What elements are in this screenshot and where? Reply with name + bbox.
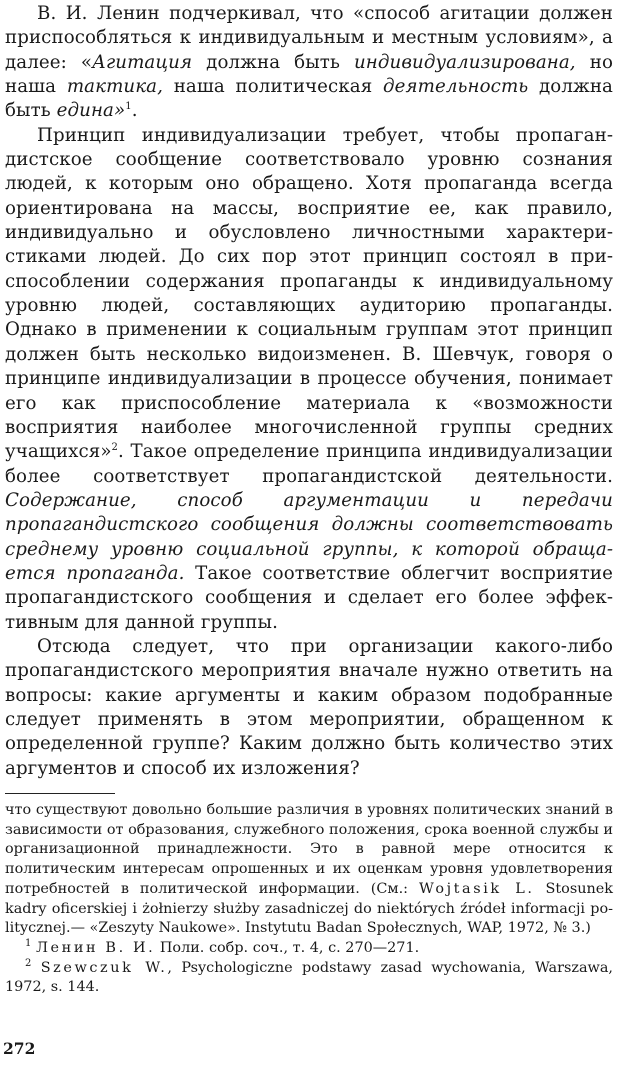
italic-phrase: едина» — [56, 100, 126, 122]
paragraph-1-text: В. И. Ленин подчеркивал, что «способ агитации должен приспособляться к индивидуальным и местным условиям», а далее: « — [5, 3, 613, 73]
footnote-ref-1: 1 — [125, 101, 132, 113]
footnote-author: Szewczuk W. — [40, 959, 168, 976]
italic-phrase: Агитация — [92, 51, 193, 73]
footnote-text: Stosunek kadry oficerskiej i żołnierzy służby zasadniczej do niektórych źródeł informacji politycznej.— «Zeszyty Naukowe». Instytutu Badan Społecznych, WAP, 1972, № 3.) — [5, 880, 613, 937]
footnote-text: что существуют довольно большие различия в уровнях политических знаний в зависимости от образования, служебного положения, срока военной службы и организационной принадлежности. Это в равной мере относится к политическим интересам опрошенных и их оценкам уровня удовлетворения потребностей в политической информации. (См.: — [5, 802, 613, 897]
paragraph-1-text: наша политическая — [163, 76, 383, 98]
paragraph-2-text: Принцип индивидуализации требует, чтобы пропагандистское сообщение соответствовало уровню сознания людей, к которым оно обращено. Хотя пропаганда всегда ориентирована на массы, восприятие ее, как правило, индивидуально и обусловлено личностными характеристиками людей. До сих пор этот принцип состоял в приспособлении содержания пропаганды к индивидуальному уровню людей, составляющих аудиторию пропаганды. Однако в применении к социальным группам этот принцип должен быть несколько видоизменен. В. Шевчук, говоря о принципе индивидуализации в процессе обучения, понимает его как приспособление материала к «возможности восприятия наиболее многочисленной группы средних учащихся» — [5, 124, 613, 463]
footnote-author: Wojtasik L. — [418, 880, 535, 897]
paragraph-2-text: . Такое определение принципа индивидуализации более соответствует пропагандистской деятельности. — [5, 441, 613, 487]
paragraph-1-text: должна быть — [5, 76, 613, 122]
footnotes — [5, 801, 613, 998]
footnote-marker: 1 — [25, 938, 32, 950]
italic-passage: Содержание, способ аргументации и передачи пропагандистского сообщения должны соответствовать среднему уровню социальной группы, к которой обращается пропаганда. — [5, 489, 613, 584]
italic-phrase: тактика, — [66, 76, 164, 98]
paragraph-2-text: Такое соответствие облегчит восприятие пропагандистского сообщения и сделает его более эффективным для данной группы. — [5, 562, 613, 633]
paragraph-1-text: но наша — [5, 51, 613, 98]
main-text — [5, 2, 613, 781]
paragraph-1-text: должна быть — [192, 51, 354, 73]
footnote-author: Ленин В. И. — [35, 939, 156, 956]
italic-phrase: индивидуализирована, — [353, 51, 576, 73]
footnote-text: , Psychologiczne podstawy zasad wychowania, Warszawa, 1972, s. 144. — [5, 959, 613, 996]
paragraph-3-text: Отсюда следует, что при организации какого-либо пропагандистского мероприятия вначале нужно ответить на вопросы: какие аргументы и каким образом подобранные следует применять в этом мероприятии, обращенном к определенной группе? Каким должно быть количество этих аргументов и способ их изложения? — [5, 635, 613, 779]
footnote-text: Поли. собр. соч., т. 4, с. 270—271. — [155, 939, 420, 956]
paragraph-2 — [5, 124, 613, 635]
paragraph-3 — [5, 635, 613, 781]
footnote-separator — [5, 793, 115, 794]
footnote-continued — [5, 801, 613, 939]
footnote-marker: 2 — [25, 957, 32, 969]
paragraph-1 — [5, 2, 613, 124]
footnote-1 — [5, 939, 613, 959]
footnote-ref-2: 2 — [111, 442, 119, 454]
paragraph-1-text: . — [131, 100, 138, 122]
italic-phrase: деятельность — [383, 76, 529, 98]
page-number: 272 — [3, 1039, 36, 1058]
footnote-2 — [5, 959, 613, 998]
